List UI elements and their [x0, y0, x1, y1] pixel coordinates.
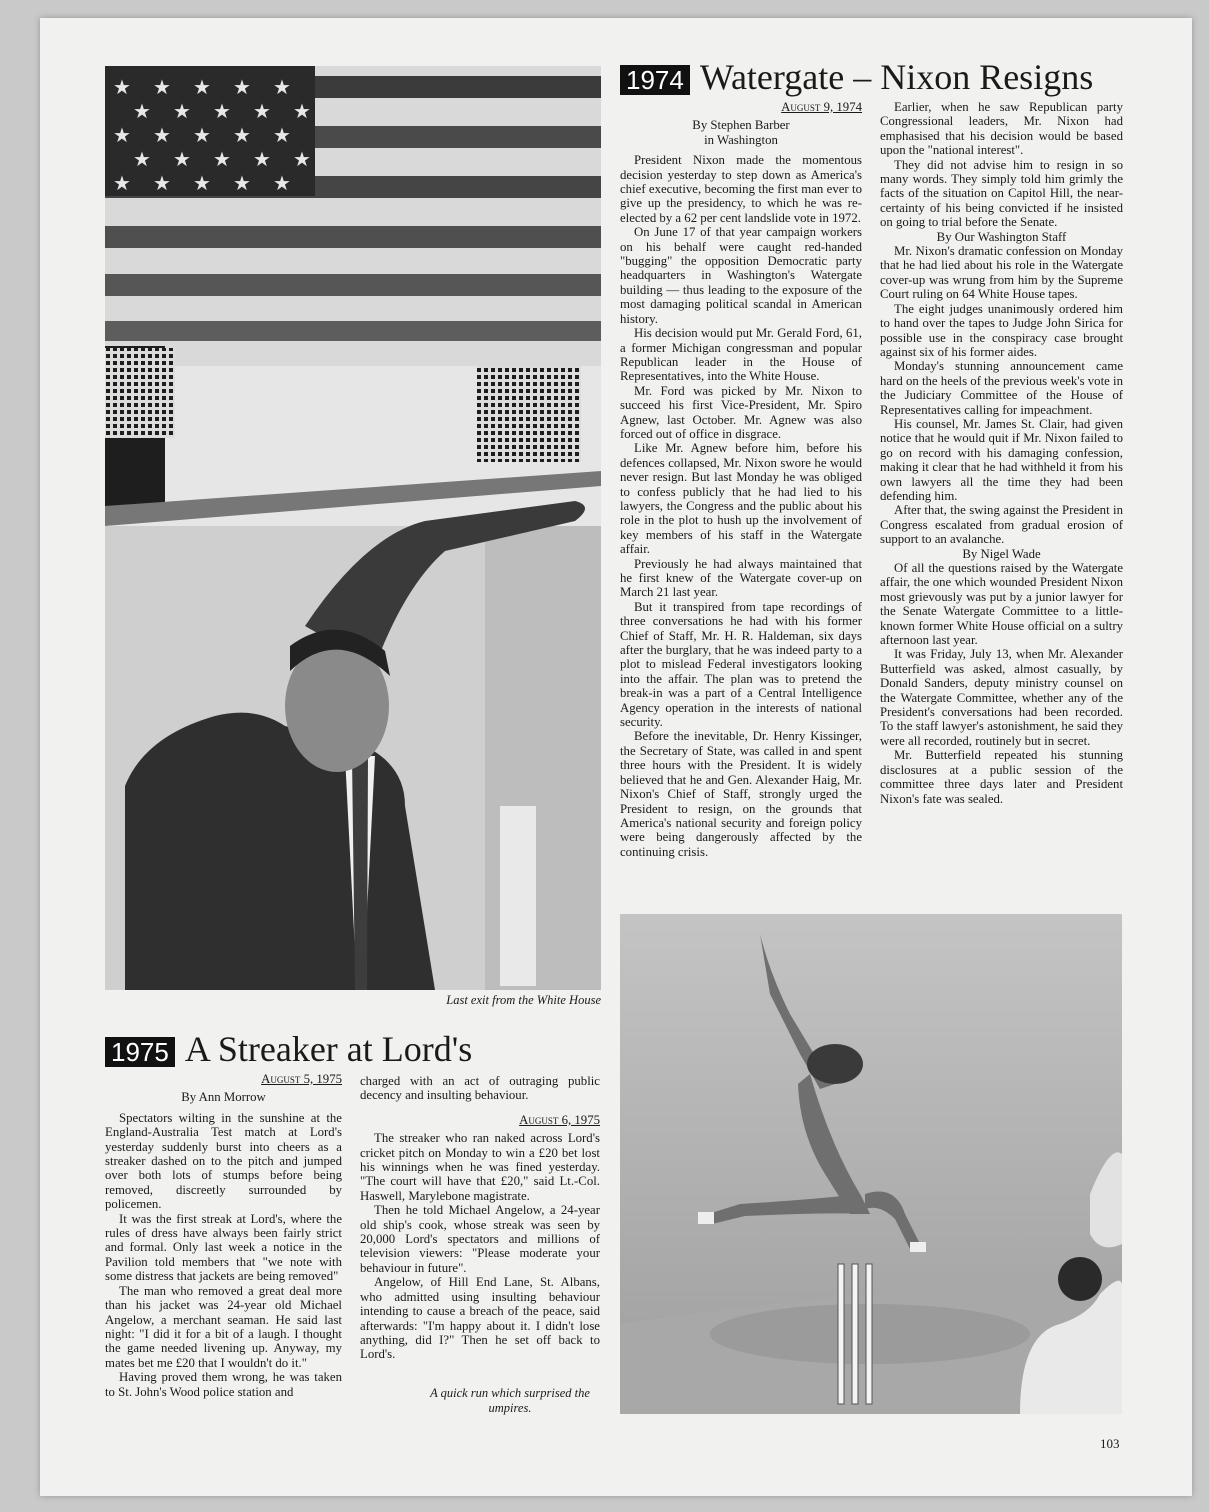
watergate-byline: By Stephen Barber: [692, 118, 790, 133]
page-number: 103: [1100, 1436, 1120, 1451]
streaker-caption: A quick run which surprised the umpires.: [430, 1386, 590, 1415]
streaker-heading: [105, 1028, 472, 1070]
streaker-photo: [620, 914, 1122, 1414]
article-paragraph: His decision would put Mr. Gerald Ford, 61, a former Michigan congressman and popular Republican leader in the House of Representatives, into the White House.: [620, 326, 862, 384]
svg-text:★: ★: [153, 123, 171, 147]
svg-text:★: ★: [193, 171, 211, 195]
article-paragraph: Mr. Butterfield repeated his stunning disclosures at a public session of the committee three days later and President Nixon's fate was sealed.: [880, 748, 1123, 806]
watergate-column-2: [880, 100, 1123, 806]
svg-text:★: ★: [173, 147, 191, 171]
svg-text:★: ★: [173, 99, 191, 123]
nixon-photo-illustration: [105, 66, 601, 990]
nixon-caption: Last exit from the White House: [446, 993, 601, 1007]
article-paragraph: Of all the questions raised by the Watergate affair, the one which wounded President Nixon most grievously was put by a junior lawyer for the Senate Watergate Committee to a little-known former White House official on a sultry afternoon last year.: [880, 561, 1123, 648]
watergate-byline-2: By Our Washington Staff: [936, 229, 1067, 244]
article-paragraph: Having proved them wrong, he was taken to St. John's Wood police station and: [105, 1370, 342, 1399]
svg-text:★: ★: [233, 75, 251, 99]
svg-text:★: ★: [253, 99, 271, 123]
article-paragraph: Mr. Ford was picked by Mr. Nixon to succeed his first Vice-President, Mr. Spiro Agnew, last October. Mr. Agnew was also forced out of office in disgrace.: [620, 383, 862, 441]
svg-text:★: ★: [153, 171, 171, 195]
article-paragraph: But it transpired from tape recordings of three conversations he had with his former Chief of Staff, Mr. H. R. Haldeman, six days after the burglary, that he was indeed party to a plot to mislead Federal investigators looking into the affair. The plan was to pretend the break-in was a part of a Central Intelligence Agency operation in the interests of national security.: [620, 599, 862, 730]
article-paragraph: President Nixon made the momentous decision yesterday to step down as America's chief executive, becoming the first man ever to give up the presidency, to which he was re-elected by a 62 per cent landslide vote in 1972.: [620, 153, 862, 225]
svg-text:★: ★: [253, 147, 271, 171]
article-paragraph: charged with an act of outraging public decency and insulting behaviour.: [360, 1074, 600, 1103]
svg-text:★: ★: [233, 171, 251, 195]
article-paragraph: Mr. Nixon's dramatic confession on Monday that he had lied about his role in the Watergate cover-up was wrung from him by the Supreme Court ruling on 64 White House tapes.: [880, 244, 1123, 302]
svg-text:★: ★: [273, 123, 291, 147]
article-paragraph: The man who removed a great deal more than his jacket was 24-year old Michael Angelow, a merchant seaman. He said last night: "I did it for a bit of a laugh. I thought the game needed livening up. Anyway, my mates bet me £20 that I wouldn't do it.": [105, 1283, 342, 1370]
article-paragraph: They did not advise him to resign in so many words. They simply told him grimly the facts of the situation on Capitol Hill, the near-certainty of his being convicted if he insisted on going to trial before the Senate.: [880, 157, 1123, 230]
article-paragraph: On June 17 of that year campaign workers on his behalf were caught red-handed "bugging" the opposition Democratic party headquarters in Washington's Watergate building — thus leading to the exposure of the most damaging political scandal in American history.: [620, 225, 862, 326]
svg-text:★: ★: [133, 99, 151, 123]
streaker-byline: By Ann Morrow: [181, 1090, 266, 1105]
article-paragraph: Spectators wilting in the sunshine at the England-Australia Test match at Lord's yesterday suddenly burst into cheers as a streaker dashed on to the pitch and jumped over both lots of stumps before being removed, discreetly surrounded by policemen.: [105, 1110, 342, 1212]
svg-text:★: ★: [113, 171, 131, 195]
svg-text:★: ★: [193, 123, 211, 147]
article-paragraph: Like Mr. Agnew before him, before his defences collapsed, Mr. Nixon swore he would never resign. But last Monday he was obliged to confess publicly that he had lied to his lawyers, the Congress and the public about his role in the plot to hush up the involvement of key members of his staff in the Watergate affair.: [620, 441, 862, 557]
streaker-column-2: [360, 1074, 600, 1362]
streaker-column-1: [105, 1072, 342, 1399]
streaker-year-box: 1975: [105, 1037, 175, 1067]
cricket-stumps: [838, 1264, 872, 1404]
svg-text:★: ★: [213, 99, 231, 123]
svg-text:★: ★: [213, 147, 231, 171]
article-paragraph: After that, the swing against the President in Congress escalated from gradual erosion of support to an avalanche.: [880, 503, 1123, 547]
svg-text:★: ★: [113, 123, 131, 147]
streaker-title: A Streaker at Lord's: [184, 1029, 473, 1069]
article-paragraph: It was Friday, July 13, when Mr. Alexander Butterfield was asked, almost casually, by Donald Sanders, deputy ministry counsel on the Watergate Committee, whether any of the President's conversations had been recorded. To the staff lawyer's astonishment, he said they were all recorded, routinely but in secret.: [880, 647, 1123, 748]
watergate-year-box: 1974: [620, 65, 690, 95]
article-paragraph: Earlier, when he saw Republican party Congressional leaders, Mr. Nixon had emphasised that his decision would be based upon the "national interest".: [880, 100, 1123, 158]
article-paragraph: The eight judges unanimously ordered him to hand over the tapes to Judge John Sirica for possible use in the conspiracy case brought against six of his former aides.: [880, 301, 1123, 359]
article-paragraph: Then he told Michael Angelow, a 24-year old ship's cook, whose streak was seen by 20,000 Lord's spectators and millions of television viewers: "Please moderate your behaviour in future".: [360, 1203, 600, 1275]
flag: [105, 66, 601, 366]
svg-text:★: ★: [153, 75, 171, 99]
article-paragraph: It was the first streak at Lord's, where the rules of dress have always been fairly strict and formal. Only last week a notice in the Pavilion told members that "we note with some distress that jackets are being removed": [105, 1211, 342, 1284]
watergate-column-1: [620, 100, 862, 859]
watergate-date: August 9, 1974: [781, 100, 862, 114]
streaker-date-2: August 6, 1975: [519, 1112, 600, 1127]
watergate-title: Watergate – Nixon Resigns: [699, 57, 1094, 97]
article-paragraph: Monday's stunning announcement came hard on the heels of the previous week's vote in the Judiciary Committee of the House of Representatives calling for impeachment.: [880, 359, 1123, 417]
svg-text:★: ★: [133, 147, 151, 171]
svg-text:★: ★: [293, 147, 311, 171]
streaker-photo-illustration: [620, 914, 1122, 1414]
svg-text:★: ★: [193, 75, 211, 99]
article-paragraph: Angelow, of Hill End Lane, St. Albans, who admitted using insulting behaviour intending to cause a breach of the peace, said afterwards: "I'm happy about it. I didn't lose anything, did I?" Then he set off back to Lord's.: [360, 1275, 600, 1362]
article-paragraph: Before the inevitable, Dr. Henry Kissinger, the Secretary of State, was called in and spent three hours with the President. It is widely believed that he and Gen. Alexander Haig, Mr. Nixon's Chief of Staff, strongly urged the President to resign, on the grounds that America's national security and foreign policy were being dangerously affected by the continuing crisis.: [620, 729, 862, 859]
watergate-byline-place: in Washington: [704, 132, 778, 147]
streaker-date-1: August 5, 1975: [261, 1072, 342, 1086]
svg-text:★: ★: [293, 99, 311, 123]
article-paragraph: His counsel, Mr. James St. Clair, had given notice that he would quit if Mr. Nixon failed to go on record with his damaging confession, making it clear that he had withheld it from his own lawyers all the time they had been defending him.: [880, 416, 1123, 503]
watergate-heading: [620, 56, 1093, 98]
svg-text:★: ★: [273, 171, 291, 195]
article-paragraph: The streaker who ran naked across Lord's cricket pitch on Monday to win a £20 bet lost his winnings when he was fined yesterday. "The court will have that £20," said Lt.-Col. Haswell, Marylebone magistrate.: [360, 1131, 600, 1203]
article-paragraph: Previously he had always maintained that he first knew of the Watergate cover-up on March 21 last year.: [620, 556, 862, 600]
nixon-photo: [105, 66, 601, 990]
watergate-byline-3: By Nigel Wade: [962, 546, 1041, 561]
svg-text:★: ★: [273, 75, 291, 99]
svg-text:★: ★: [113, 75, 131, 99]
svg-text:★: ★: [233, 123, 251, 147]
